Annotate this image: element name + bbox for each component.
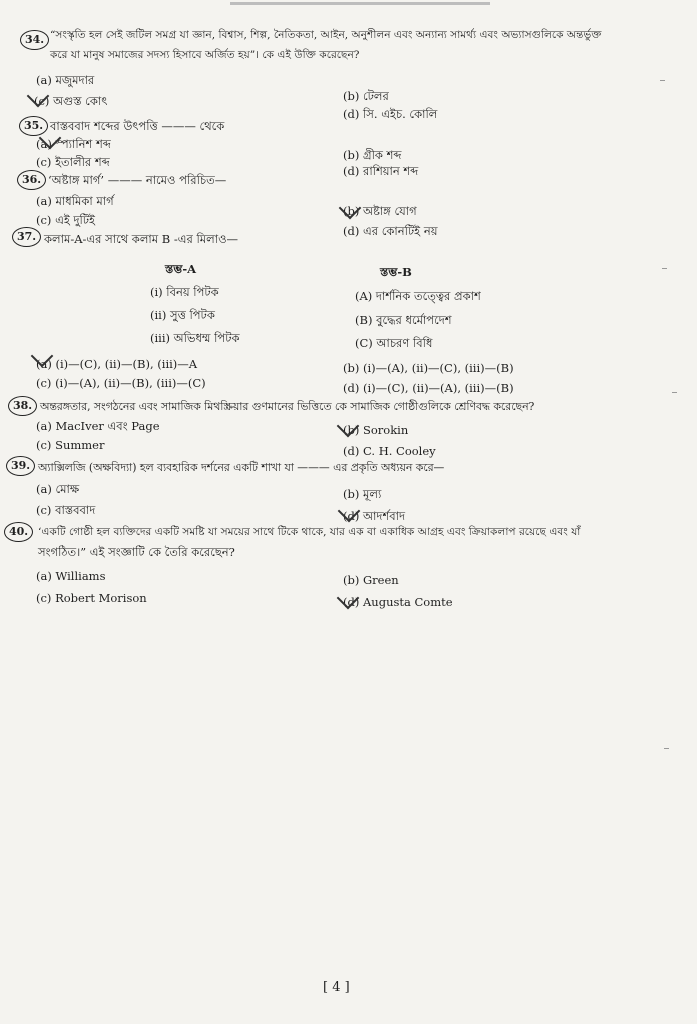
question-number: 39.	[6, 456, 35, 476]
option-d: (d) সি. এইচ. কোলি	[343, 107, 438, 121]
scan-mark	[664, 748, 669, 749]
column-a-item: (i) বিনয় পিটক	[150, 285, 219, 299]
option-b: (b) Sorokin	[343, 423, 409, 437]
option-a: (a) (i)—(C), (ii)—(B), (iii)—A	[36, 357, 198, 371]
question-number: 37.	[12, 227, 41, 247]
option-a: (a) স্প্যানিশ শব্দ	[36, 137, 111, 151]
question-number: 40.	[4, 522, 33, 542]
option-a: (a) Williams	[36, 569, 106, 583]
scan-mark	[672, 392, 677, 393]
column-b-item: (B) বুদ্ধের ধর্মোপদেশ	[355, 313, 452, 327]
option-c: (c) বাস্তববাদ	[36, 503, 96, 517]
scan-mark	[662, 268, 667, 269]
column-a-heading: স্তম্ভ-A	[165, 262, 197, 276]
option-b: (b) টেলর	[343, 89, 389, 103]
question-text: ‘অষ্টাঙ্গ মার্গ’ ——— নামেও পরিচিত—	[48, 173, 227, 187]
option-d: (d) আদর্শবাদ	[343, 509, 406, 523]
column-b-item: (C) আচরণ বিধি	[355, 336, 433, 350]
question-text: সংগঠিত।” এই সংজ্ঞাটি কে তৈরি করেছেন?	[38, 545, 235, 559]
question-text: ‘একটি গোষ্ঠী হল ব্যক্তিদের একটি সমষ্টি যা সময়ের সাথে টিকে থাকে, যার এক বা একাধিক আগ্রহ এবং ক্রিয়াকলাপ রয়েছে এবং যাঁ	[38, 526, 581, 538]
option-c: (c) Summer	[36, 438, 105, 452]
question-text: অন্তরঙ্গতার, সংগঠনের এবং সামাজিক মিথস্ক্রিয়ার গুণমানের ভিত্তিতে কে সামাজিক গোষ্ঠীগুলিকে শ্রেণিবদ্ধ করেছেন?	[40, 400, 535, 413]
option-b: (b) মূল্য	[343, 487, 382, 501]
option-b: (b) অষ্টাঙ্গ যোগ	[343, 204, 417, 218]
page-number: [ 4 ]	[323, 980, 350, 995]
question-number: 34.	[20, 30, 49, 50]
option-a: (a) MacIver এবং Page	[36, 419, 160, 433]
option-a: (a) মজুমদার	[36, 73, 95, 87]
option-d: (d) রাশিয়ান শব্দ	[343, 164, 419, 178]
column-a-item: (iii) অভিধম্ম পিটক	[150, 331, 240, 345]
question-text: “সংস্কৃতি হল সেই জটিল সমগ্র যা জ্ঞান, বিশ্বাস, শিল্প, নৈতিকতা, আইন, অনুশীলন এবং অন্যান্য সামর্থ্য এবং অভ্যাসগুলিকে অন্তর্ভুক্ত	[50, 29, 602, 41]
option-c: (c) এই দুটিই	[36, 213, 96, 227]
option-c: (c) ইতালীর শব্দ	[36, 155, 110, 169]
option-d: (d) C. H. Cooley	[343, 444, 436, 458]
question-number: 38.	[8, 396, 37, 416]
option-b: (b) গ্রীক শব্দ	[343, 148, 402, 162]
option-c: (c) (i)—(A), (ii)—(B), (iii)—(C)	[36, 376, 206, 390]
option-d: (d) এর কোনটিই নয়	[343, 224, 438, 238]
column-b-heading: স্তম্ভ-B	[380, 265, 412, 279]
question-text: অ্যাক্সিলজি (অক্ষবিদ্যা) হল ব্যবহারিক দর্শনের একটি শাখা যা ——— এর প্রকৃতি অধ্যয়ন করে—	[38, 461, 445, 474]
option-a: (a) মাধমিকা মার্গ	[36, 194, 114, 208]
option-c: (c) Robert Morison	[36, 591, 147, 605]
option-c: (c) অগুস্ত কোৎ	[34, 94, 108, 108]
question-text: কলাম-A-এর সাথে কলাম B -এর মিলাও—	[44, 232, 239, 246]
column-a-item: (ii) সুত্ত পিটক	[150, 308, 215, 322]
question-number: 36.	[17, 170, 46, 190]
option-a: (a) মোক্ষ	[36, 482, 80, 496]
option-b: (b) (i)—(A), (ii)—(C), (iii)—(B)	[343, 361, 514, 375]
option-d: (d) (i)—(C), (ii)—(A), (iii)—(B)	[343, 381, 514, 395]
option-b: (b) Green	[343, 573, 399, 587]
question-text: করে যা মানুষ সমাজের সদস্য হিসাবে অর্জিত হয়”। কে এই উক্তি করেছেন?	[50, 49, 360, 61]
option-d: (d) Augusta Comte	[343, 595, 453, 609]
scan-mark	[660, 80, 665, 81]
scan-edge	[230, 2, 490, 5]
question-text: বাস্তববাদ শব্দের উৎপত্তি ——— থেকে	[50, 119, 225, 133]
column-b-item: (A) দার্শনিক তত্ত্বের প্রকাশ	[355, 289, 481, 303]
question-number: 35.	[19, 116, 48, 136]
